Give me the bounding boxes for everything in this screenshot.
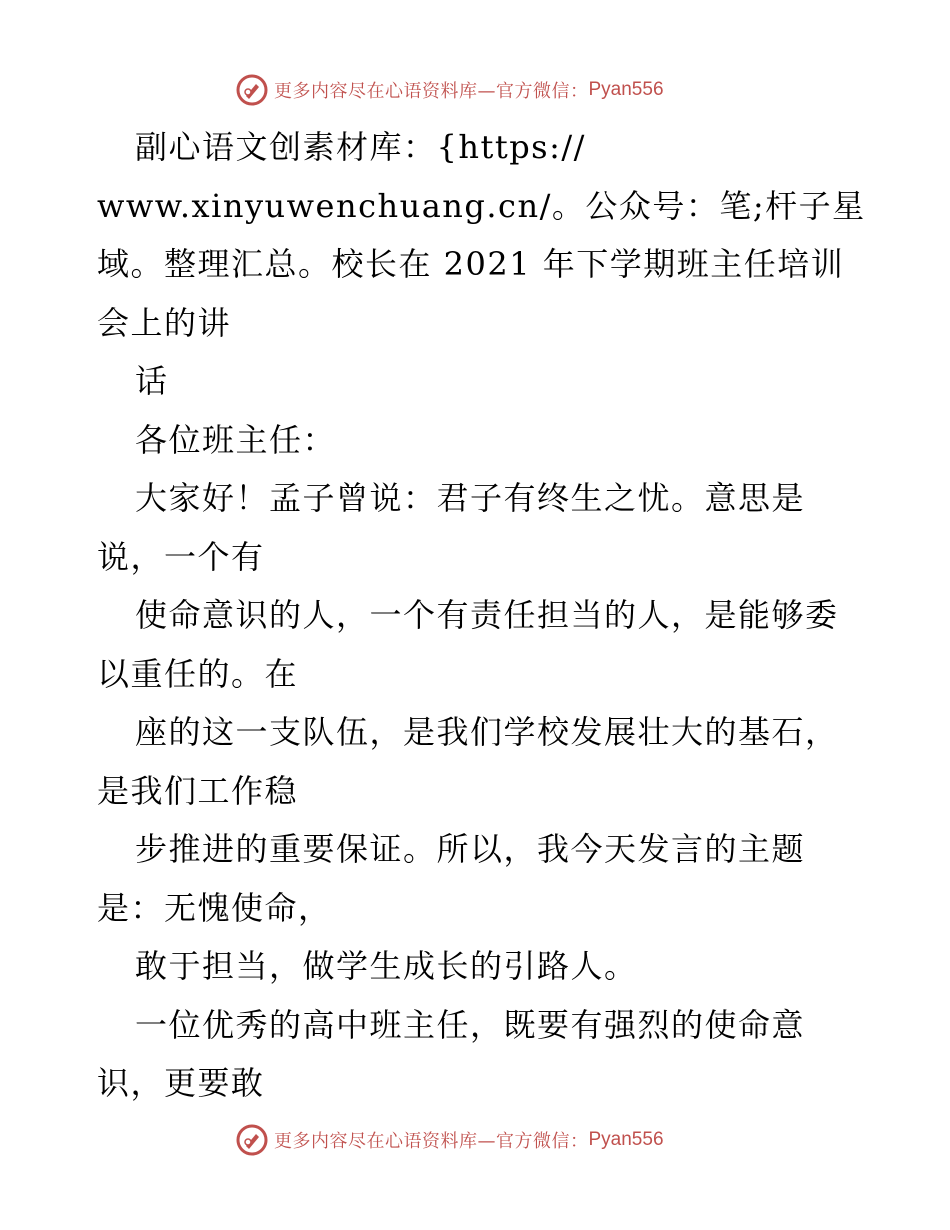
text-line: 话 [135,362,169,400]
pen-logo-icon [236,74,268,106]
document-body [97,118,867,1113]
text-line: 以重任的。在 [97,654,299,693]
text-line: 一位优秀的高中班主任，既要有强烈的使命意 [135,1005,806,1044]
text-line: 识，更要敢 [97,1064,265,1102]
text-line: 说，一个有 [97,537,265,576]
footer-watermark-banner [236,1123,664,1157]
text-line: 步推进的重要保证。所以，我今天发言的主题 [135,830,806,868]
banner-text: 更多内容尽在心语资料库—官方微信： [274,81,589,102]
header-watermark-banner [236,73,664,107]
text-line: 副心语文创素材库：{https:// [135,128,586,166]
text-line: 域。整理汇总。校长在 2021 年下学期班主任培训 [97,245,845,283]
pen-logo-icon [236,1124,268,1156]
banner-wechat-id: Pyan556 [588,79,664,100]
text-line: 座的这一支队伍，是我们学校发展壮大的基石， [135,713,839,751]
text-line: www.xinyuwenchuang.cn/。公众号：笔;杆子星 [97,186,866,225]
banner-text: 更多内容尽在心语资料库—官方微信： [274,1131,589,1152]
text-line: 是：无愧使命， [97,888,332,927]
text-line: 敢于担当，做学生成长的引路人。 [135,947,638,985]
text-line: 是我们工作稳 [97,771,299,810]
text-line: 使命意识的人，一个有责任担当的人，是能够委 [135,596,839,634]
text-line: 大家好！孟子曾说：君子有终生之忧。意思是 [135,479,806,517]
text-line: 会上的讲 [97,303,232,342]
text-line: 各位班主任： [135,420,337,459]
banner-wechat-id: Pyan556 [588,1129,664,1150]
